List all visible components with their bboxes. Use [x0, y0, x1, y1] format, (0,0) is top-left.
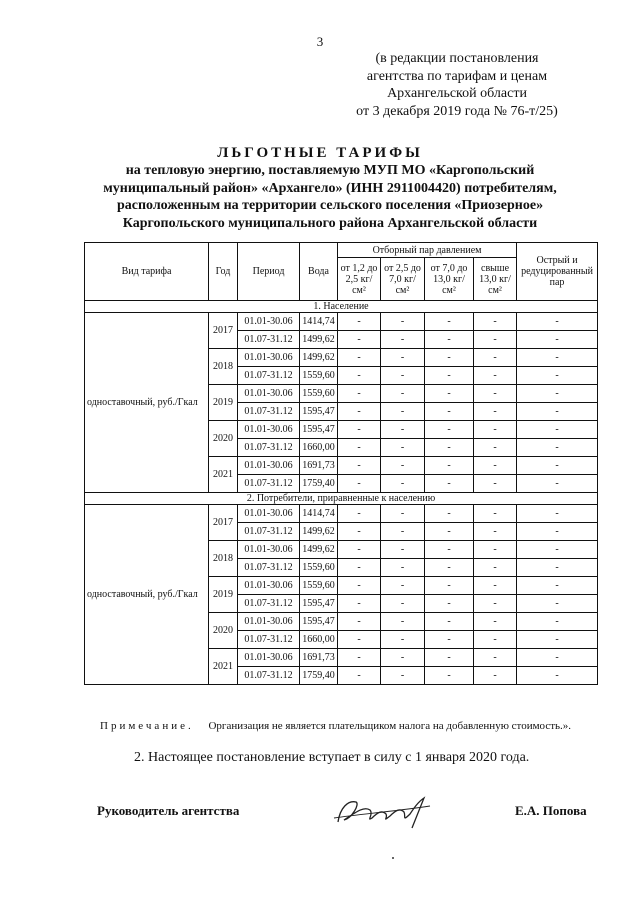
steam-tariff-cell: - [338, 649, 381, 667]
steam-tariff-cell: - [338, 475, 381, 493]
water-tariff-cell: 1595,47 [300, 595, 338, 613]
period-cell: 01.07-31.12 [238, 331, 300, 349]
steam-tariff-cell: - [474, 475, 517, 493]
year-cell: 2018 [209, 541, 238, 577]
water-tariff-cell: 1499,62 [300, 523, 338, 541]
steam-tariff-cell: - [381, 439, 425, 457]
signatory-position: Руководитель агентства [97, 803, 240, 818]
steam-tariff-cell: - [381, 349, 425, 367]
section-title: 1. Население [85, 301, 598, 313]
steam-tariff-cell: - [517, 523, 598, 541]
steam-tariff-cell: - [425, 313, 474, 331]
steam-tariff-cell: - [425, 613, 474, 631]
tariff-table-body [85, 301, 598, 685]
steam-tariff-cell: - [425, 505, 474, 523]
water-tariff-cell: 1559,60 [300, 559, 338, 577]
period-cell: 01.01-30.06 [238, 613, 300, 631]
header-water: Вода [300, 243, 338, 301]
steam-tariff-cell: - [474, 541, 517, 559]
header-pressure-1: от 1,2 до 2,5 кг/см² [338, 258, 381, 301]
steam-tariff-cell: - [338, 331, 381, 349]
period-cell: 01.07-31.12 [238, 523, 300, 541]
steam-tariff-cell: - [517, 313, 598, 331]
steam-tariff-cell: - [425, 421, 474, 439]
steam-tariff-cell: - [474, 331, 517, 349]
steam-tariff-cell: - [425, 577, 474, 595]
steam-tariff-cell: - [381, 505, 425, 523]
steam-tariff-cell: - [517, 385, 598, 403]
year-cell: 2017 [209, 505, 238, 541]
steam-tariff-cell: - [474, 505, 517, 523]
note-label: Примечание. [100, 720, 194, 732]
steam-tariff-cell: - [474, 403, 517, 421]
steam-tariff-cell: - [474, 559, 517, 577]
period-cell: 01.07-31.12 [238, 631, 300, 649]
period-cell: 01.07-31.12 [238, 475, 300, 493]
steam-tariff-cell: - [474, 313, 517, 331]
steam-tariff-cell: - [425, 331, 474, 349]
steam-tariff-cell: - [425, 439, 474, 457]
steam-tariff-cell: - [517, 649, 598, 667]
steam-tariff-cell: - [474, 577, 517, 595]
period-cell: 01.01-30.06 [238, 577, 300, 595]
steam-tariff-cell: - [338, 403, 381, 421]
steam-tariff-cell: - [474, 349, 517, 367]
period-cell: 01.07-31.12 [238, 367, 300, 385]
subtitle-line: Каргопольского муниципального района Архангельской области [122, 215, 538, 231]
steam-tariff-cell: - [425, 595, 474, 613]
steam-tariff-cell: - [338, 523, 381, 541]
steam-tariff-cell: - [425, 385, 474, 403]
document-title: ЛЬГОТНЫЕ ТАРИФЫ [217, 145, 423, 161]
steam-tariff-cell: - [517, 439, 598, 457]
period-cell: 01.01-30.06 [238, 505, 300, 523]
steam-tariff-cell: - [517, 367, 598, 385]
period-cell: 01.07-31.12 [238, 667, 300, 685]
water-tariff-cell: 1559,60 [300, 577, 338, 595]
steam-tariff-cell: - [381, 649, 425, 667]
table-row [85, 313, 598, 331]
period-cell: 01.07-31.12 [238, 595, 300, 613]
section-title: 2. Потребители, приравненные к населению [85, 493, 598, 505]
steam-tariff-cell: - [338, 541, 381, 559]
steam-tariff-cell: - [338, 367, 381, 385]
header-sharp-steam: Острый и редуцированный пар [517, 243, 598, 301]
period-cell: 01.01-30.06 [238, 385, 300, 403]
steam-tariff-cell: - [381, 559, 425, 577]
steam-tariff-cell: - [381, 367, 425, 385]
steam-tariff-cell: - [517, 613, 598, 631]
table-row [85, 505, 598, 523]
steam-tariff-cell: - [517, 541, 598, 559]
steam-tariff-cell: - [381, 457, 425, 475]
subtitle-line: муниципальный район» «Архангело» (ИНН 2911004420) потребителям, [103, 180, 557, 196]
steam-tariff-cell: - [381, 613, 425, 631]
period-cell: 01.01-30.06 [238, 349, 300, 367]
water-tariff-cell: 1759,40 [300, 667, 338, 685]
edition-line: Архангельской области [387, 86, 527, 101]
period-cell: 01.07-31.12 [238, 559, 300, 577]
water-tariff-cell: 1691,73 [300, 649, 338, 667]
header-tariff-type: Вид тарифа [85, 243, 209, 301]
steam-tariff-cell: - [381, 595, 425, 613]
steam-tariff-cell: - [517, 595, 598, 613]
water-tariff-cell: 1759,40 [300, 475, 338, 493]
steam-tariff-cell: - [474, 367, 517, 385]
water-tariff-cell: 1595,47 [300, 613, 338, 631]
steam-tariff-cell: - [338, 559, 381, 577]
note [100, 720, 571, 732]
period-cell: 01.07-31.12 [238, 439, 300, 457]
edition-line: (в редакции постановления [375, 51, 539, 66]
steam-tariff-cell: - [338, 349, 381, 367]
steam-tariff-cell: - [517, 457, 598, 475]
header-selected-steam: Отборный пар давлением [338, 243, 517, 258]
header-year: Год [209, 243, 238, 301]
header-pressure-2: от 2,5 до 7,0 кг/см² [381, 258, 425, 301]
steam-tariff-cell: - [338, 667, 381, 685]
water-tariff-cell: 1691,73 [300, 457, 338, 475]
steam-tariff-cell: - [474, 385, 517, 403]
year-cell: 2017 [209, 313, 238, 349]
tariff-type-cell: одноставочный, руб./Гкал [85, 505, 209, 685]
note-text: Организация не является плательщиком налога на добавленную стоимость.». [208, 720, 572, 732]
section-row [85, 301, 598, 313]
steam-tariff-cell: - [338, 505, 381, 523]
period-cell: 01.01-30.06 [238, 313, 300, 331]
edition-note [326, 50, 588, 120]
page-number: 3 [316, 34, 324, 49]
steam-tariff-cell: - [517, 667, 598, 685]
year-cell: 2018 [209, 349, 238, 385]
steam-tariff-cell: - [425, 403, 474, 421]
steam-tariff-cell: - [381, 403, 425, 421]
period-cell: 01.01-30.06 [238, 421, 300, 439]
steam-tariff-cell: - [338, 613, 381, 631]
steam-tariff-cell: - [381, 385, 425, 403]
steam-tariff-cell: - [425, 523, 474, 541]
water-tariff-cell: 1559,60 [300, 367, 338, 385]
steam-tariff-cell: - [425, 349, 474, 367]
steam-tariff-cell: - [474, 649, 517, 667]
steam-tariff-cell: - [474, 523, 517, 541]
steam-tariff-cell: - [517, 421, 598, 439]
water-tariff-cell: 1660,00 [300, 439, 338, 457]
subtitle-line: на тепловую энергию, поставляемую МУП МО «Каргопольский [125, 163, 535, 178]
effective-date-clause: 2. Настоящее постановление вступает в силу с 1 января 2020 года. [134, 750, 530, 765]
water-tariff-cell: 1414,74 [300, 313, 338, 331]
year-cell: 2021 [209, 649, 238, 685]
year-cell: 2020 [209, 613, 238, 649]
document-subtitle [60, 162, 600, 232]
steam-tariff-cell: - [517, 559, 598, 577]
steam-tariff-cell: - [517, 475, 598, 493]
steam-tariff-cell: - [517, 577, 598, 595]
period-cell: 01.01-30.06 [238, 541, 300, 559]
steam-tariff-cell: - [425, 631, 474, 649]
steam-tariff-cell: - [474, 613, 517, 631]
water-tariff-cell: 1499,62 [300, 331, 338, 349]
period-cell: 01.01-30.06 [238, 457, 300, 475]
edition-line: агентства по тарифам и ценам [366, 68, 548, 84]
steam-tariff-cell: - [474, 457, 517, 475]
handwritten-signature [330, 788, 440, 833]
steam-tariff-cell: - [425, 457, 474, 475]
steam-tariff-cell: - [474, 667, 517, 685]
steam-tariff-cell: - [517, 331, 598, 349]
water-tariff-cell: 1595,47 [300, 403, 338, 421]
steam-tariff-cell: - [338, 385, 381, 403]
steam-tariff-cell: - [474, 631, 517, 649]
water-tariff-cell: 1559,60 [300, 385, 338, 403]
steam-tariff-cell: - [474, 595, 517, 613]
steam-tariff-cell: - [381, 421, 425, 439]
header-period: Период [238, 243, 300, 301]
steam-tariff-cell: - [517, 349, 598, 367]
steam-tariff-cell: - [338, 313, 381, 331]
steam-tariff-cell: - [381, 631, 425, 649]
steam-tariff-cell: - [474, 421, 517, 439]
steam-tariff-cell: - [381, 541, 425, 559]
steam-tariff-cell: - [425, 541, 474, 559]
period-cell: 01.01-30.06 [238, 649, 300, 667]
water-tariff-cell: 1414,74 [300, 505, 338, 523]
steam-tariff-cell: - [517, 631, 598, 649]
signatory-name: Е.А. Попова [515, 803, 587, 818]
steam-tariff-cell: - [425, 667, 474, 685]
water-tariff-cell: 1499,62 [300, 349, 338, 367]
header-pressure-3: от 7,0 до 13,0 кг/см² [425, 258, 474, 301]
subtitle-line: расположенным на территории сельского поселения «Приозерное» [116, 198, 544, 213]
header-pressure-4: свыше 13,0 кг/см² [474, 258, 517, 301]
steam-tariff-cell: - [381, 331, 425, 349]
steam-tariff-cell: - [425, 367, 474, 385]
steam-tariff-cell: - [338, 595, 381, 613]
tariff-table [84, 242, 598, 685]
year-cell: 2021 [209, 457, 238, 493]
steam-tariff-cell: - [517, 505, 598, 523]
steam-tariff-cell: - [338, 631, 381, 649]
steam-tariff-cell: - [517, 403, 598, 421]
steam-tariff-cell: - [338, 421, 381, 439]
water-tariff-cell: 1660,00 [300, 631, 338, 649]
steam-tariff-cell: - [474, 439, 517, 457]
steam-tariff-cell: - [425, 475, 474, 493]
steam-tariff-cell: - [425, 559, 474, 577]
period-cell: 01.07-31.12 [238, 403, 300, 421]
steam-tariff-cell: - [338, 439, 381, 457]
steam-tariff-cell: - [338, 577, 381, 595]
water-tariff-cell: 1499,62 [300, 541, 338, 559]
steam-tariff-cell: - [381, 313, 425, 331]
steam-tariff-cell: - [381, 523, 425, 541]
steam-tariff-cell: - [381, 475, 425, 493]
steam-tariff-cell: - [425, 649, 474, 667]
year-cell: 2019 [209, 385, 238, 421]
steam-tariff-cell: - [381, 577, 425, 595]
year-cell: 2020 [209, 421, 238, 457]
water-tariff-cell: 1595,47 [300, 421, 338, 439]
tariff-type-cell: одноставочный, руб./Гкал [85, 313, 209, 493]
steam-tariff-cell: - [338, 457, 381, 475]
edition-line: от 3 декабря 2019 года № 76-т/25) [356, 103, 558, 119]
steam-tariff-cell: - [381, 667, 425, 685]
section-row [85, 493, 598, 505]
year-cell: 2019 [209, 577, 238, 613]
scan-speck [392, 857, 394, 859]
